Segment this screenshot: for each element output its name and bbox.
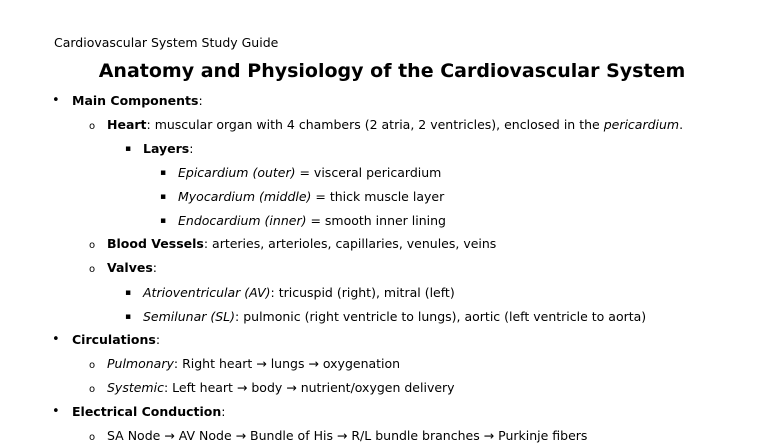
list-item-blood-vessels: Blood Vessels: arteries, arterioles, capillaries, venules, veins — [107, 236, 497, 251]
list-item-semilunar: Semilunar (SL): pulmonic (right ventricle to lungs), aortic (left ventricle to aorta) — [143, 309, 647, 324]
bullet-dot: • — [52, 332, 60, 347]
bullet-circle: o — [89, 121, 96, 132]
bullet-circle: o — [89, 432, 96, 443]
list-item-myocardium: Myocardium (middle) = thick muscle layer — [178, 189, 445, 204]
bullet-square: ▪ — [125, 312, 132, 322]
bullet-square: ▪ — [160, 216, 167, 226]
bullet-square: ▪ — [125, 288, 132, 298]
list-item-systemic: Systemic: Left heart → body → nutrient/oxygen delivery — [107, 380, 455, 395]
list-item-valves: Valves: — [107, 260, 157, 275]
list-item-pulmonary: Pulmonary: Right heart → lungs → oxygenation — [107, 356, 401, 371]
bullet-circle: o — [89, 240, 96, 251]
list-item-atrioventricular: Atrioventricular (AV): tricuspid (right), mitral (left) — [143, 285, 455, 300]
list-item-main-components: Main Components: — [72, 93, 203, 108]
bullet-square: ▪ — [160, 192, 167, 202]
list-item-circulations: Circulations: — [72, 332, 161, 347]
bullet-square: ▪ — [160, 168, 167, 178]
document-header: Cardiovascular System Study Guide — [54, 35, 279, 50]
bullet-circle: o — [89, 360, 96, 371]
bullet-circle: o — [89, 264, 96, 275]
list-item-layers: Layers: — [143, 141, 194, 156]
list-item-electrical-conduction: Electrical Conduction: — [72, 404, 226, 419]
list-item-epicardium: Epicardium (outer) = visceral pericardium — [178, 165, 442, 180]
bullet-dot: • — [52, 93, 60, 108]
list-item-heart: Heart: muscular organ with 4 chambers (2 atria, 2 ventricles), enclosed in the pericardium. — [107, 117, 684, 132]
list-item-endocardium: Endocardium (inner) = smooth inner lining — [178, 213, 446, 228]
bullet-circle: o — [89, 384, 96, 395]
page-title: Anatomy and Physiology of the Cardiovascular System — [98, 60, 686, 82]
list-item-sa-node: SA Node → AV Node → Bundle of His → R/L bundle branches → Purkinje fibers — [107, 428, 588, 443]
bullet-dot: • — [52, 404, 60, 419]
bullet-square: ▪ — [125, 144, 132, 154]
